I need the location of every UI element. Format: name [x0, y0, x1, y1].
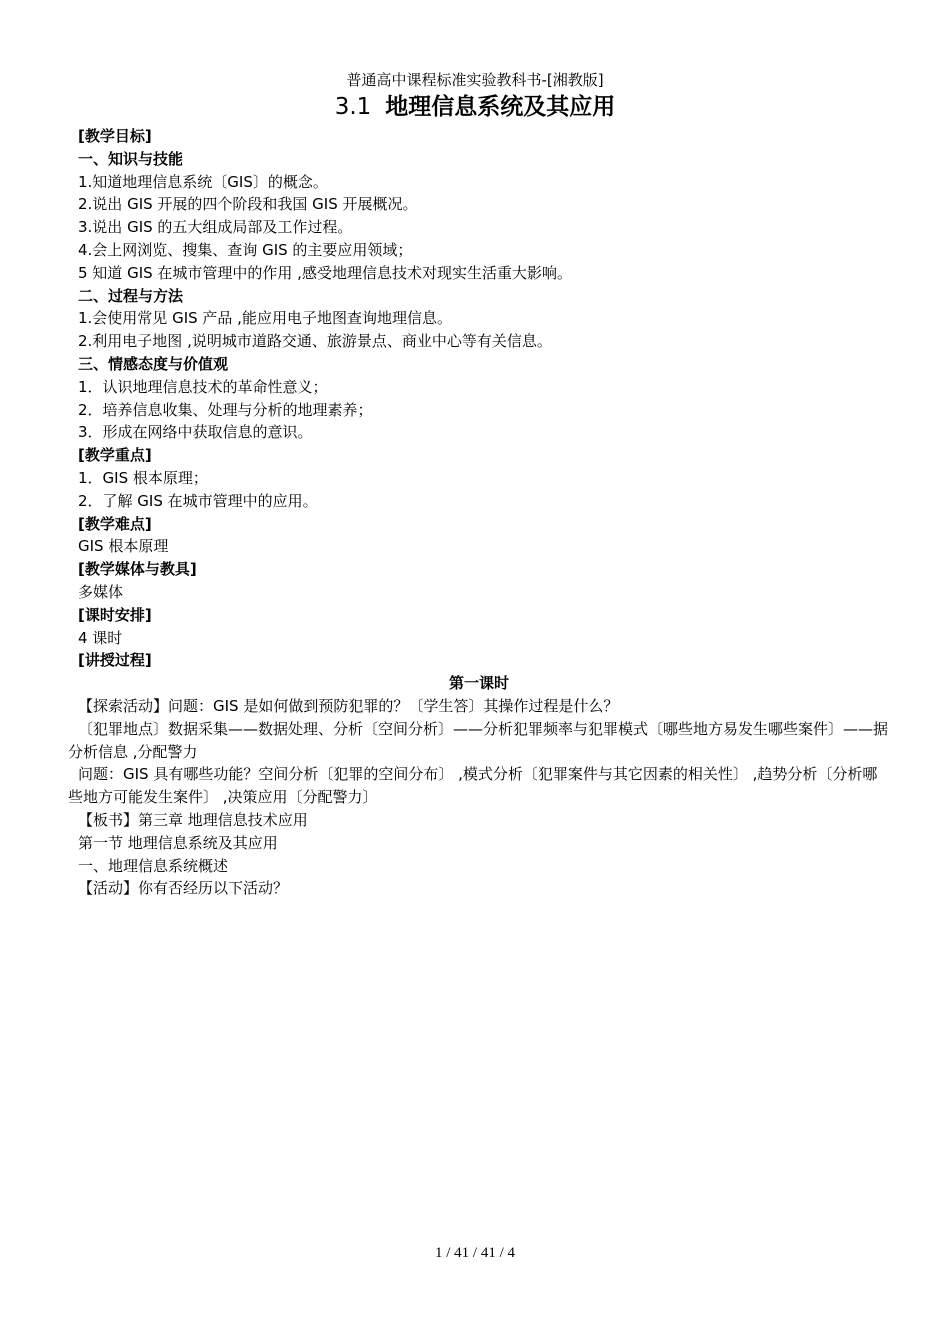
section-heading: [教学重点] [78, 446, 152, 465]
lesson-heading: 第一课时 [448, 674, 509, 693]
page-number: 1 / 41 / 41 / 4 [434, 1245, 515, 1261]
text-line: 2．培养信息收集、处理与分析的地理素养； [78, 400, 373, 419]
text-line: 5 知道 GIS 在城市管理中的作用 ,感受地理信息技术对现实生活重大影响。 [78, 263, 572, 282]
text-line: 3．形成在网络中获取信息的意识。 [78, 423, 313, 442]
text-line: 2.说出 GIS 开展的四个阶段和我国 GIS 开展概况。 [78, 195, 418, 214]
document-subtitle: 普通高中课程标准实验教科书-[湘教版] [346, 71, 604, 89]
section-heading: 三、情感态度与价值观 [78, 354, 229, 373]
section-heading: 二、过程与方法 [78, 286, 184, 305]
text-line: 【活动】你有否经历以下活动？ [78, 879, 289, 898]
text-line: 【板书】第三章 地理信息技术应用 [78, 810, 308, 829]
text-line: 【探索活动】问题：GIS 是如何做到预防犯罪的？〔学生答〕其操作过程是什么？ [78, 696, 619, 715]
section-heading: [教学目标] [78, 127, 152, 145]
section-heading: [讲授过程] [78, 651, 152, 670]
text-line: 1．认识地理信息技术的革命性意义； [78, 377, 328, 396]
section-heading: [教学难点] [78, 514, 152, 533]
section-heading: 一、知识与技能 [78, 149, 184, 168]
text-line: 3.说出 GIS 的五大组成局部及工作过程。 [78, 218, 353, 237]
text-line: 〔犯罪地点〕数据采集——数据处理、分析〔空间分析〕——分析犯罪频率与犯罪模式〔哪些地方易发生哪些案件〕——据分析信息 ,分配警力 [68, 719, 889, 761]
text-line: 4.会上网浏览、搜集、查询 GIS 的主要应用领域； [78, 240, 413, 259]
text-line: 第一节 地理信息系统及其应用 [78, 833, 278, 852]
text-line: 问题：GIS 具有哪些功能？空间分析〔犯罪的空间分布〕 ,模式分析〔犯罪案件与其它因素的相关性〕 ,趋势分析〔分析哪些地方可能发生案件〕 ,决策应用〔分配警力〕 [68, 765, 878, 807]
text-line: 1.知道地理信息系统〔GIS〕的概念。 [78, 172, 328, 191]
document-body [68, 125, 890, 900]
text-line: 多媒体 [78, 582, 124, 601]
text-line: 1．GIS 根本原理； [78, 468, 208, 487]
title-number: 3.1 [334, 94, 372, 120]
section-heading: [课时安排] [78, 605, 152, 624]
document-title [0, 91, 950, 123]
text-line: GIS 根本原理 [78, 537, 169, 556]
text-line: 2．了解 GIS 在城市管理中的应用。 [78, 491, 318, 510]
title-text: 地理信息系统及其应用 [385, 94, 616, 120]
text-line: 4 课时 [78, 628, 123, 647]
text-line: 2.利用电子地图 ,说明城市道路交通、旅游景点、商业中心等有关信息。 [78, 332, 552, 351]
section-heading: [教学媒体与教具] [78, 560, 197, 579]
text-line: 1.会使用常见 GIS 产品 ,能应用电子地图查询地理信息。 [78, 309, 452, 328]
text-line: 一、地理信息系统概述 [78, 856, 229, 875]
